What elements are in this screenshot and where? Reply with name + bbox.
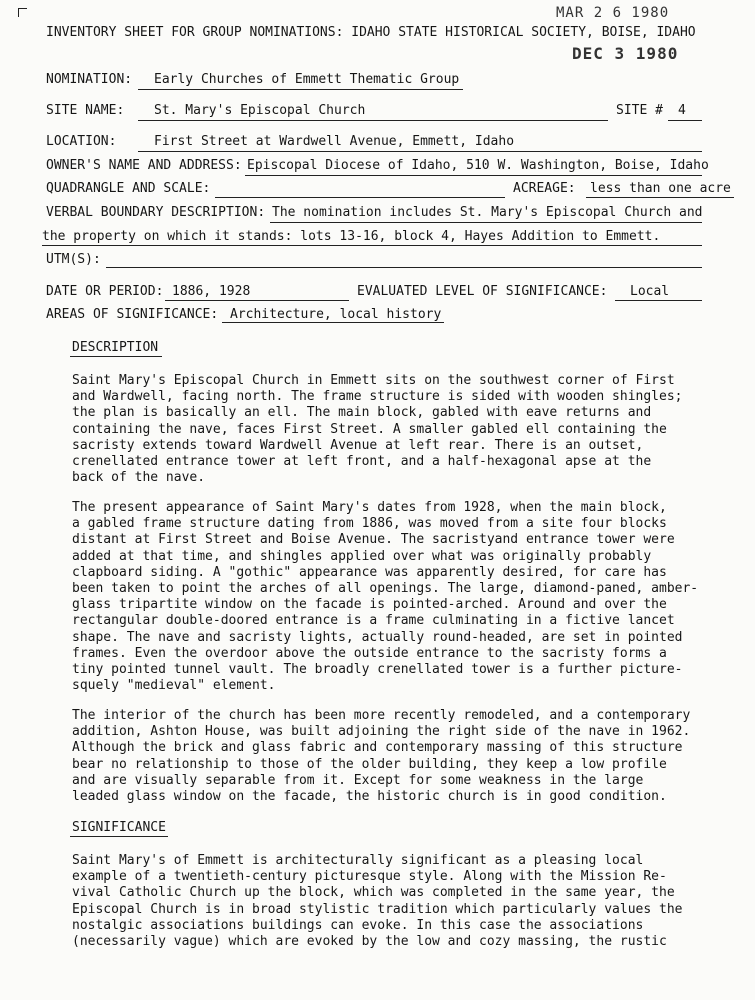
site-name-label: SITE NAME: — [46, 103, 125, 118]
site-number-underline — [668, 120, 702, 121]
text-line: squely "medieval" element. — [72, 678, 276, 694]
boundary-underline-1 — [270, 222, 702, 223]
text-line: addition, Ashton House, was built adjoining the right side of the nave in 1962. — [72, 724, 691, 740]
text-line: The present appearance of Saint Mary's dates from 1928, when the main block, — [72, 500, 667, 515]
text-line: shape. The nave and sacristy lights, actually round-headed, are set in pointed — [72, 629, 683, 645]
level-label: EVALUATED LEVEL OF SIGNIFICANCE: — [357, 284, 608, 299]
text-line: Saint Mary's of Emmett is architecturally significant as a pleasing local — [72, 853, 644, 868]
text-line: sacristy extends toward Wardwell Avenue at left rear. There is an outset, — [72, 437, 644, 453]
level-underline — [615, 300, 702, 301]
date-value: 1886, 1928 — [172, 284, 251, 299]
text-line: glass tripartite window on the facade is pointed-arched. Around and over the — [72, 597, 667, 613]
text-line: The interior of the church has been more recently remodeled, and a contemporary — [72, 708, 691, 723]
acreage-value: less than one acre — [590, 181, 731, 196]
nomination-value: Early Churches of Emmett Thematic Group — [154, 72, 460, 87]
text-line: tiny pointed tunnel vault. The broadly crenellated tower is a further picture- — [72, 662, 683, 678]
text-line: crenellated entrance tower at left front, and a half-hexagonal apse at the — [72, 454, 652, 470]
description-paragraph-1 — [72, 373, 682, 486]
description-heading: DESCRIPTION — [72, 340, 159, 355]
owner-label: OWNER'S NAME AND ADDRESS: — [46, 158, 242, 173]
areas-underline — [222, 322, 444, 323]
text-line: added at that time, and shingles applied over what was originally probably — [72, 548, 652, 564]
received-date-stamp: MAR 2 6 1980 — [556, 5, 670, 21]
text-line: Episcopal Church is in broad stylistic tradition which particularly values the — [72, 901, 683, 917]
significance-heading-underline — [70, 836, 168, 837]
text-line: clapboard siding. A "gothic" appearance was apparently desired, for care has — [72, 564, 667, 580]
location-value: First Street at Wardwell Avenue, Emmett, Idaho — [154, 134, 515, 149]
location-underline — [138, 151, 702, 152]
utm-label: UTM(S): — [46, 252, 101, 267]
text-line: and are visually separable from it. Except for some weakness in the large — [72, 772, 644, 788]
text-line: containing the nave, faces First Street. A smaller gabled ell containing the — [72, 421, 667, 437]
nomination-label: NOMINATION: — [46, 72, 133, 87]
areas-value: Architecture, local history — [230, 307, 442, 322]
text-line: (necessarily vague) which are evoked by the low and cozy massing, the rustic — [72, 934, 667, 950]
text-line: a gabled frame structure dating from 1886, was moved from a site four blocks — [72, 516, 667, 532]
text-line: Although the brick and glass fabric and contemporary massing of this structure — [72, 740, 683, 756]
date-label: DATE OR PERIOD: — [46, 284, 164, 299]
date-underline — [165, 300, 349, 301]
description-paragraph-3 — [72, 708, 690, 805]
boundary-value-line2: the property on which it stands: lots 13-16, block 4, Hayes Addition to Emmett. — [42, 229, 661, 244]
quadrangle-underline — [215, 197, 505, 198]
boundary-value-line1: The nomination includes St. Mary's Episcopal Church and — [272, 205, 703, 220]
text-line: been taken to point the arches of all openings. The large, diamond-paned, amber- — [72, 581, 699, 597]
location-label: LOCATION: — [46, 134, 117, 149]
text-line: bear no relationship to those of the older building, they keep a low profile — [72, 756, 667, 772]
quadrangle-label: QUADRANGLE AND SCALE: — [46, 181, 211, 196]
areas-label: AREAS OF SIGNIFICANCE: — [46, 307, 219, 322]
text-line: and Wardwell, facing north. The frame structure is sided with wooden shingles; — [72, 389, 683, 405]
text-line: distant at First Street and Boise Avenue. The sacristyand entrance tower were — [72, 532, 675, 548]
text-line: example of a twentieth-century picturesque style. Along with the Mission Re- — [72, 869, 667, 885]
description-paragraph-2 — [72, 500, 698, 694]
owner-underline — [245, 175, 702, 176]
significance-paragraph-1 — [72, 853, 682, 950]
text-line: the plan is basically an ell. The main block, gabled with eave returns and — [72, 405, 652, 421]
site-name-underline — [138, 120, 608, 121]
site-number-label: SITE # — [616, 103, 663, 118]
site-number-value: 4 — [678, 103, 686, 118]
boundary-underline-2 — [42, 245, 702, 246]
text-line: nostalgic associations buildings can evoke. In this case the associations — [72, 917, 644, 933]
text-line: vival Catholic Church up the block, which was completed in the same year, the — [72, 885, 675, 901]
significance-heading: SIGNIFICANCE — [72, 820, 166, 835]
text-line: rectangular double-doored entrance is a frame culminating in a fictive lancet — [72, 613, 675, 629]
nomination-underline — [138, 89, 463, 90]
owner-value: Episcopal Diocese of Idaho, 510 W. Washington, Boise, Idaho — [247, 158, 709, 173]
acreage-label: ACREAGE: — [513, 181, 576, 196]
corner-mark — [18, 8, 27, 17]
text-line: back of the nave. — [72, 470, 206, 486]
text-line: frames. Even the overdoor above the outside entrance to the sacristy forms a — [72, 645, 667, 661]
description-heading-underline — [70, 356, 162, 357]
text-line: Saint Mary's Episcopal Church in Emmett sits on the southwest corner of First — [72, 373, 675, 388]
utm-underline — [106, 267, 702, 268]
dec-date-stamp: DEC 3 1980 — [572, 44, 679, 63]
acreage-underline — [586, 197, 734, 198]
form-header: INVENTORY SHEET FOR GROUP NOMINATIONS: IDAHO STATE HISTORICAL SOCIETY, BOISE, IDAHO — [46, 25, 696, 40]
level-value: Local — [630, 284, 670, 299]
text-line: leaded glass window on the facade, the historic church is in good condition. — [72, 789, 667, 805]
site-name-value: St. Mary's Episcopal Church — [154, 103, 366, 118]
boundary-label: VERBAL BOUNDARY DESCRIPTION: — [46, 205, 266, 220]
